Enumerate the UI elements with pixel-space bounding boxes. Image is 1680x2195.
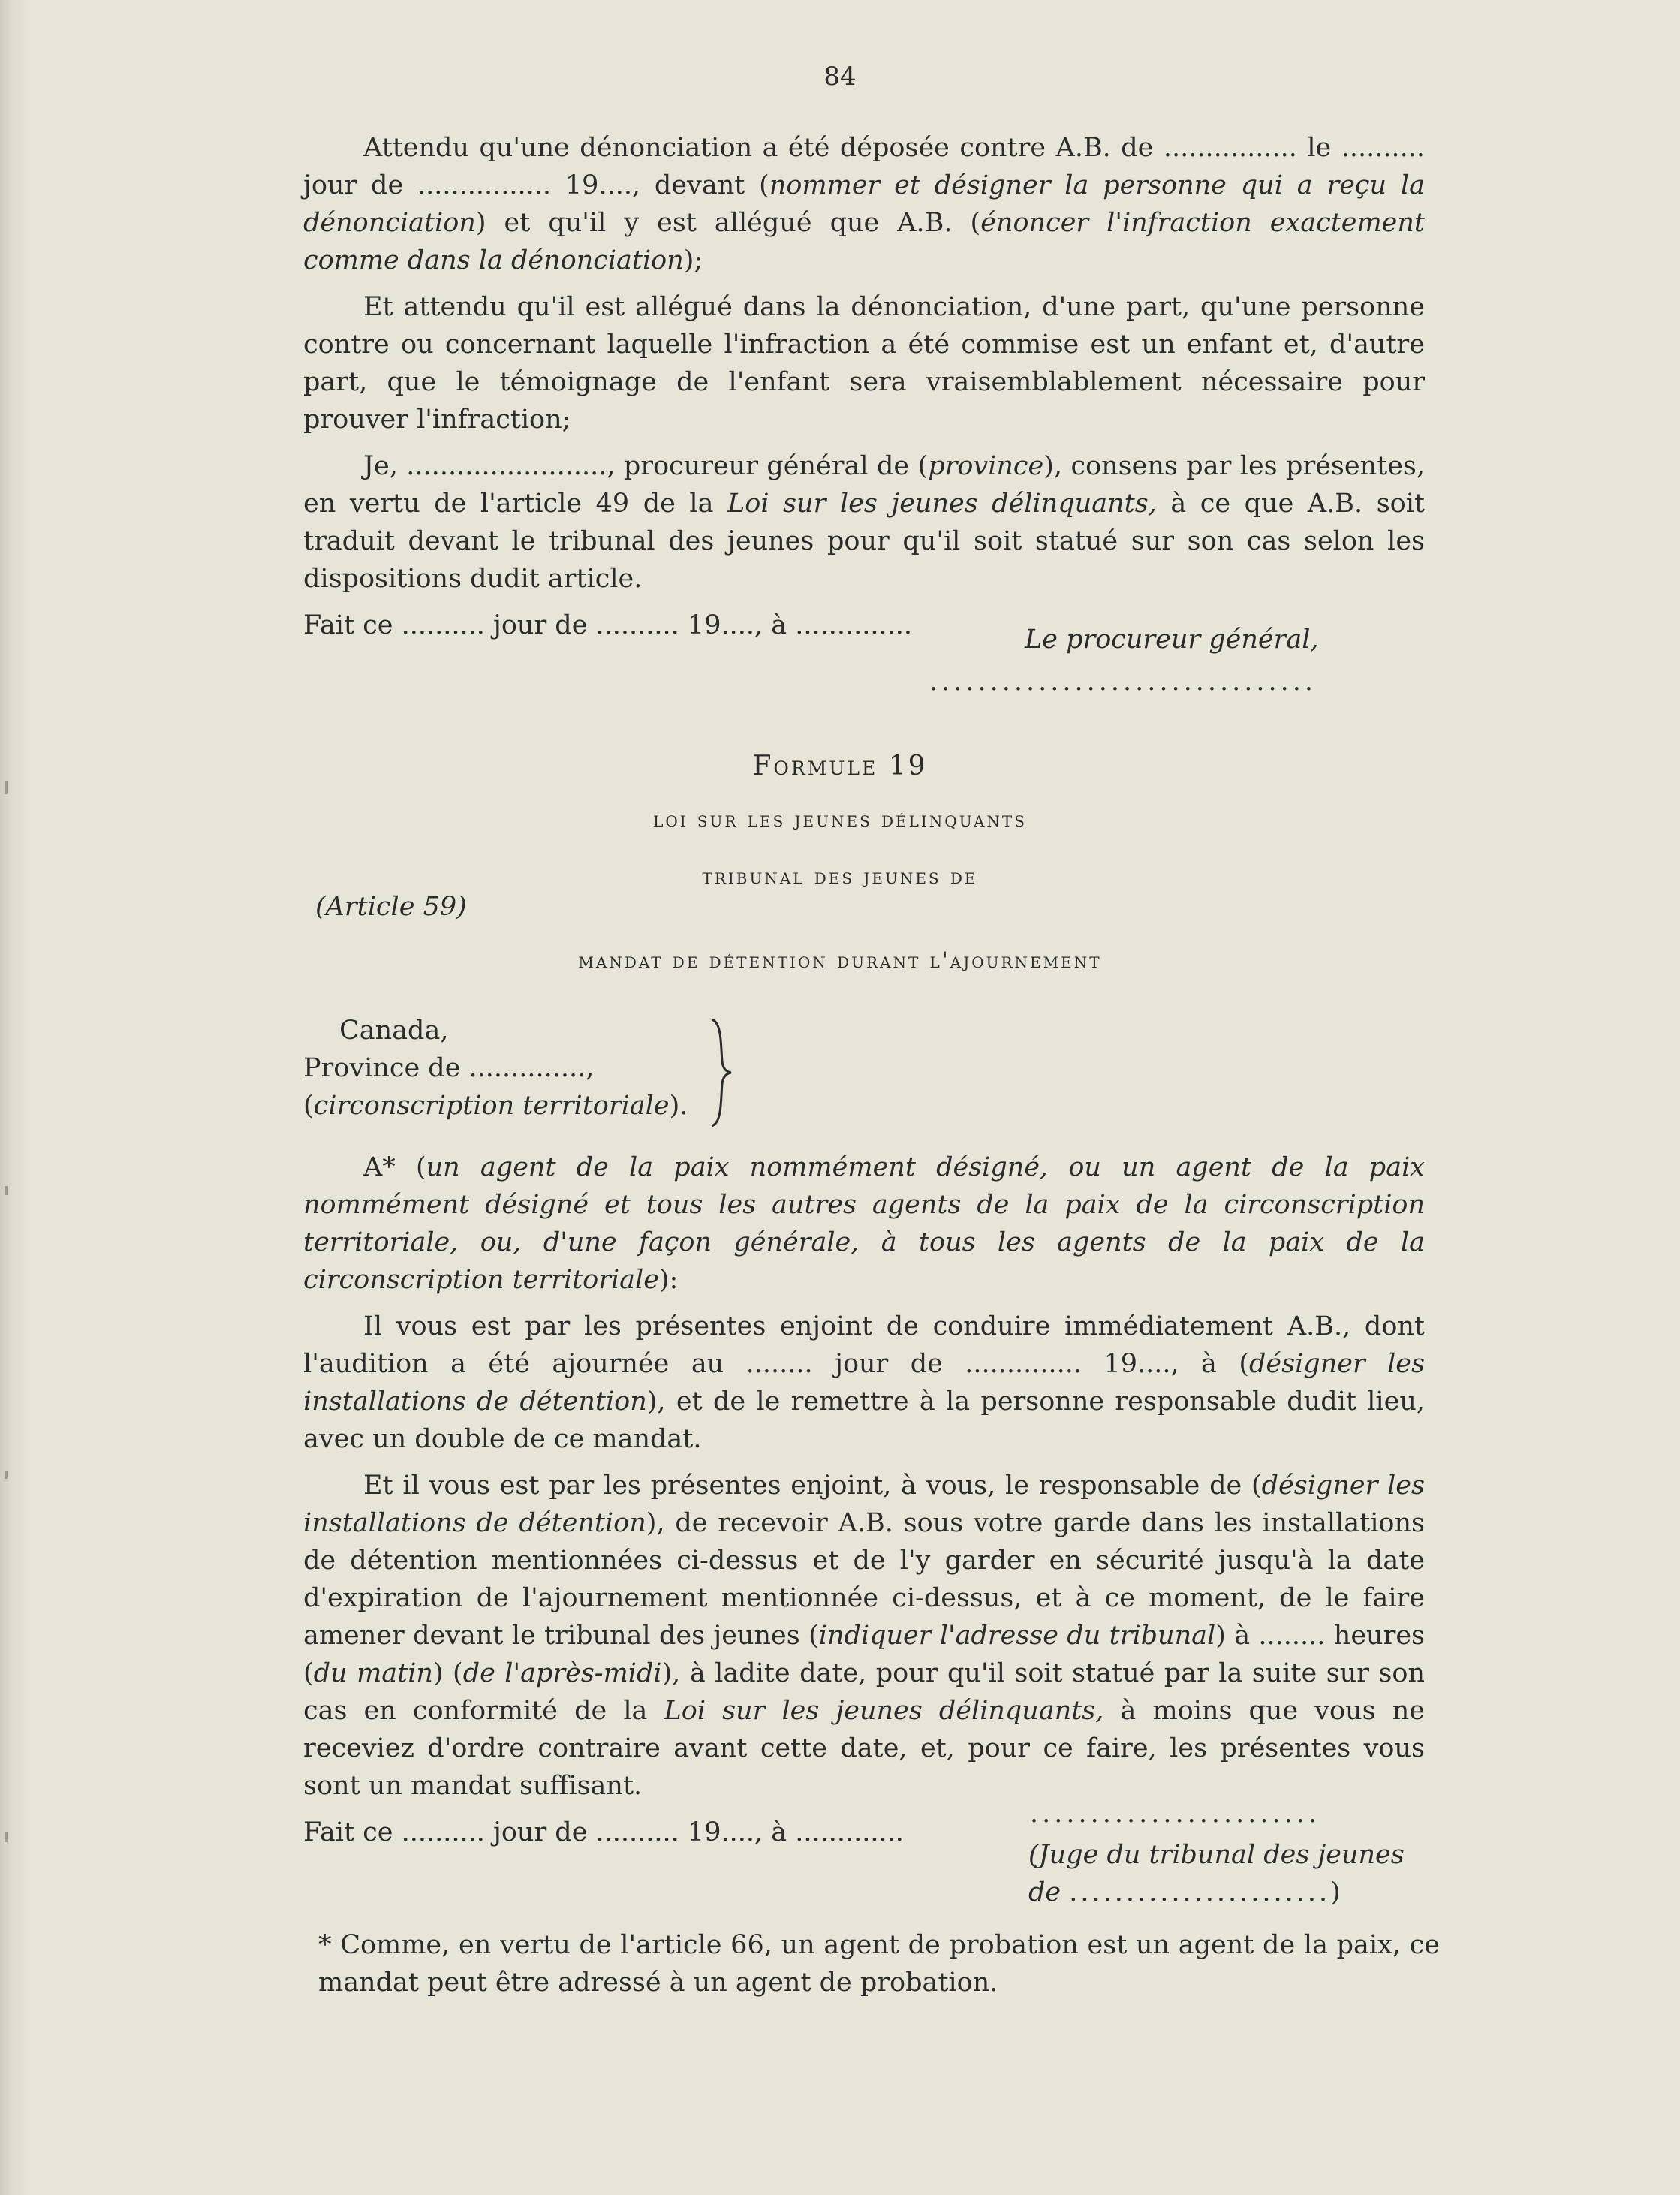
italic-run: (Juge du tribunal des jeunes	[1028, 1840, 1405, 1870]
italic-run: nommer et désigner la personne qui a reçu la dénonciation	[303, 170, 1425, 238]
form-title: Formule 19	[752, 751, 928, 781]
italic-run: désigner les installations de détention	[303, 1349, 1425, 1417]
judge-signature-dots: ........................	[1030, 1799, 1321, 1829]
text-run: ), et de le remettre à la personne responsable dudit lieu, avec un double de ce mandat.	[303, 1387, 1425, 1454]
text-run: );	[683, 245, 703, 276]
text-run: ):	[658, 1265, 679, 1295]
paragraph-order-custody	[303, 1467, 1425, 1805]
warrant-body	[303, 1149, 1425, 1851]
text-run: A* (	[363, 1152, 426, 1182]
italic-run: indiquer l'adresse du tribunal	[818, 1621, 1216, 1651]
jurisdiction-district	[303, 1087, 754, 1125]
text-run: Je, ........................, procureur général de (	[363, 451, 929, 481]
footnote: * Comme, en vertu de l'article 66, un agent de probation est un agent de la paix, ce mandat peut être adressé à un agent de probation.	[318, 1930, 1440, 1998]
italic-run: Loi sur les jeunes délinquants,	[727, 489, 1157, 519]
text-run: le .......... jour de ................ 19...., devant (	[303, 133, 1425, 200]
paragraph-addressee	[303, 1149, 1425, 1299]
italic-run: un agent de la paix nommément désigné, ou un agent de la paix nommément désigné et tous les autres agents de la paix de la circonscription territoriale, ou, d'une façon générale, à tous les agents de la paix de la circonscription territoriale	[303, 1152, 1426, 1295]
italic-run: énoncer l'infraction exactement comme dans la dénonciation	[303, 208, 1425, 276]
curly-brace-icon	[706, 1016, 736, 1129]
italic-run: de l'après-midi	[462, 1658, 662, 1688]
top-section	[303, 129, 1425, 644]
scan-edge-mark	[5, 1471, 8, 1479]
text-run: )	[1330, 1877, 1341, 1907]
jurisdiction-block	[303, 1012, 754, 1125]
text-run: ), à ladite date, pour qu'il soit statué par la suite sur son cas en conformité de la	[303, 1658, 1426, 1726]
page-number: 84	[823, 62, 857, 92]
form-heading: mandat de détention durant l'ajournement	[578, 947, 1102, 973]
text-run: .......................	[1069, 1877, 1331, 1907]
italic-run: désigner les installations de détention	[303, 1471, 1425, 1538]
text-run: ).	[669, 1091, 688, 1121]
italic-run: (Article 59)	[315, 892, 467, 922]
text-run: ) et qu'il y est allégué que A.B. (	[475, 208, 981, 238]
scan-edge-mark	[5, 1832, 8, 1842]
italic-run: circonscription territoriale	[313, 1091, 670, 1121]
article-reference	[315, 892, 467, 922]
italic-run: Loi sur les jeunes délinquants,	[664, 1696, 1104, 1726]
form-subtitle-act: loi sur les jeunes délinquants	[653, 806, 1027, 832]
paragraph-order-conduct	[303, 1308, 1425, 1458]
text-run: Et il vous est par les présentes enjoint, à vous, le responsable de (	[363, 1471, 1262, 1501]
paragraph-je	[303, 447, 1425, 598]
scan-edge-mark	[5, 1186, 8, 1195]
italic-run: du matin	[313, 1658, 433, 1688]
jurisdiction-province: Province de ..............,	[303, 1053, 595, 1083]
judge-title	[1028, 1836, 1405, 1911]
text-run: à ce que A.B. soit traduit devant le tribunal des jeunes pour qu'il soit statué sur son cas selon les dispositions dudit article.	[303, 489, 1425, 594]
scan-edge-mark	[5, 781, 8, 794]
italic-run: Le procureur général,	[1025, 625, 1319, 655]
signature-dots: ................................	[929, 667, 1317, 697]
text-run: ), de recevoir A.B. sous votre garde dans les installations de détention mentionnées ci-dessus et de l'y garder en sécurité jusqu'à la date d'expiration de l'ajournement mentionnée ci-dessus, et à ce moment, de le faire amener devant le tribunal des jeunes (	[303, 1508, 1425, 1651]
form-subtitle-court: tribunal des jeunes de	[702, 863, 978, 889]
jurisdiction-country: Canada,	[339, 1016, 449, 1046]
text-run: Il vous est par les présentes enjoint de conduire immédiatement A.B., dont l'audition a été ajournée au ........ jour de .............. 19...., à (	[303, 1311, 1425, 1379]
italic-run: de	[1028, 1877, 1061, 1907]
fait-ce-line: Fait ce .......... jour de .......... 19...., à .............	[303, 1817, 904, 1847]
text-run: Attendu qu'une dénonciation a été déposée contre A.B. de ................	[363, 133, 1297, 163]
text-run: ), consens par les présentes, en vertu de l'article 49 de la	[303, 451, 1425, 519]
paragraph-et-attendu: Et attendu qu'il est allégué dans la dénonciation, d'une part, qu'une personne contre ou concernant laquelle l'infraction a été commise est un enfant et, d'autre part, que le témoignage de l'enfant sera vraisemblablement nécessaire pour prouver l'infraction;	[303, 292, 1425, 435]
text-run: ) à ........ heures (	[303, 1621, 1425, 1688]
text-run: ) (	[432, 1658, 463, 1688]
paragraph-attendu	[303, 129, 1425, 279]
text-run: à moins que vous ne receviez d'ordre contraire avant cette date, et, pour ce faire, les présentes vous sont un mandat suffisant.	[303, 1696, 1425, 1801]
fait-ce-line: Fait ce .......... jour de .......... 19...., à ..............	[303, 610, 912, 640]
italic-run: province	[928, 451, 1044, 481]
signature-title	[1025, 625, 1319, 655]
text-run: (	[303, 1091, 314, 1121]
